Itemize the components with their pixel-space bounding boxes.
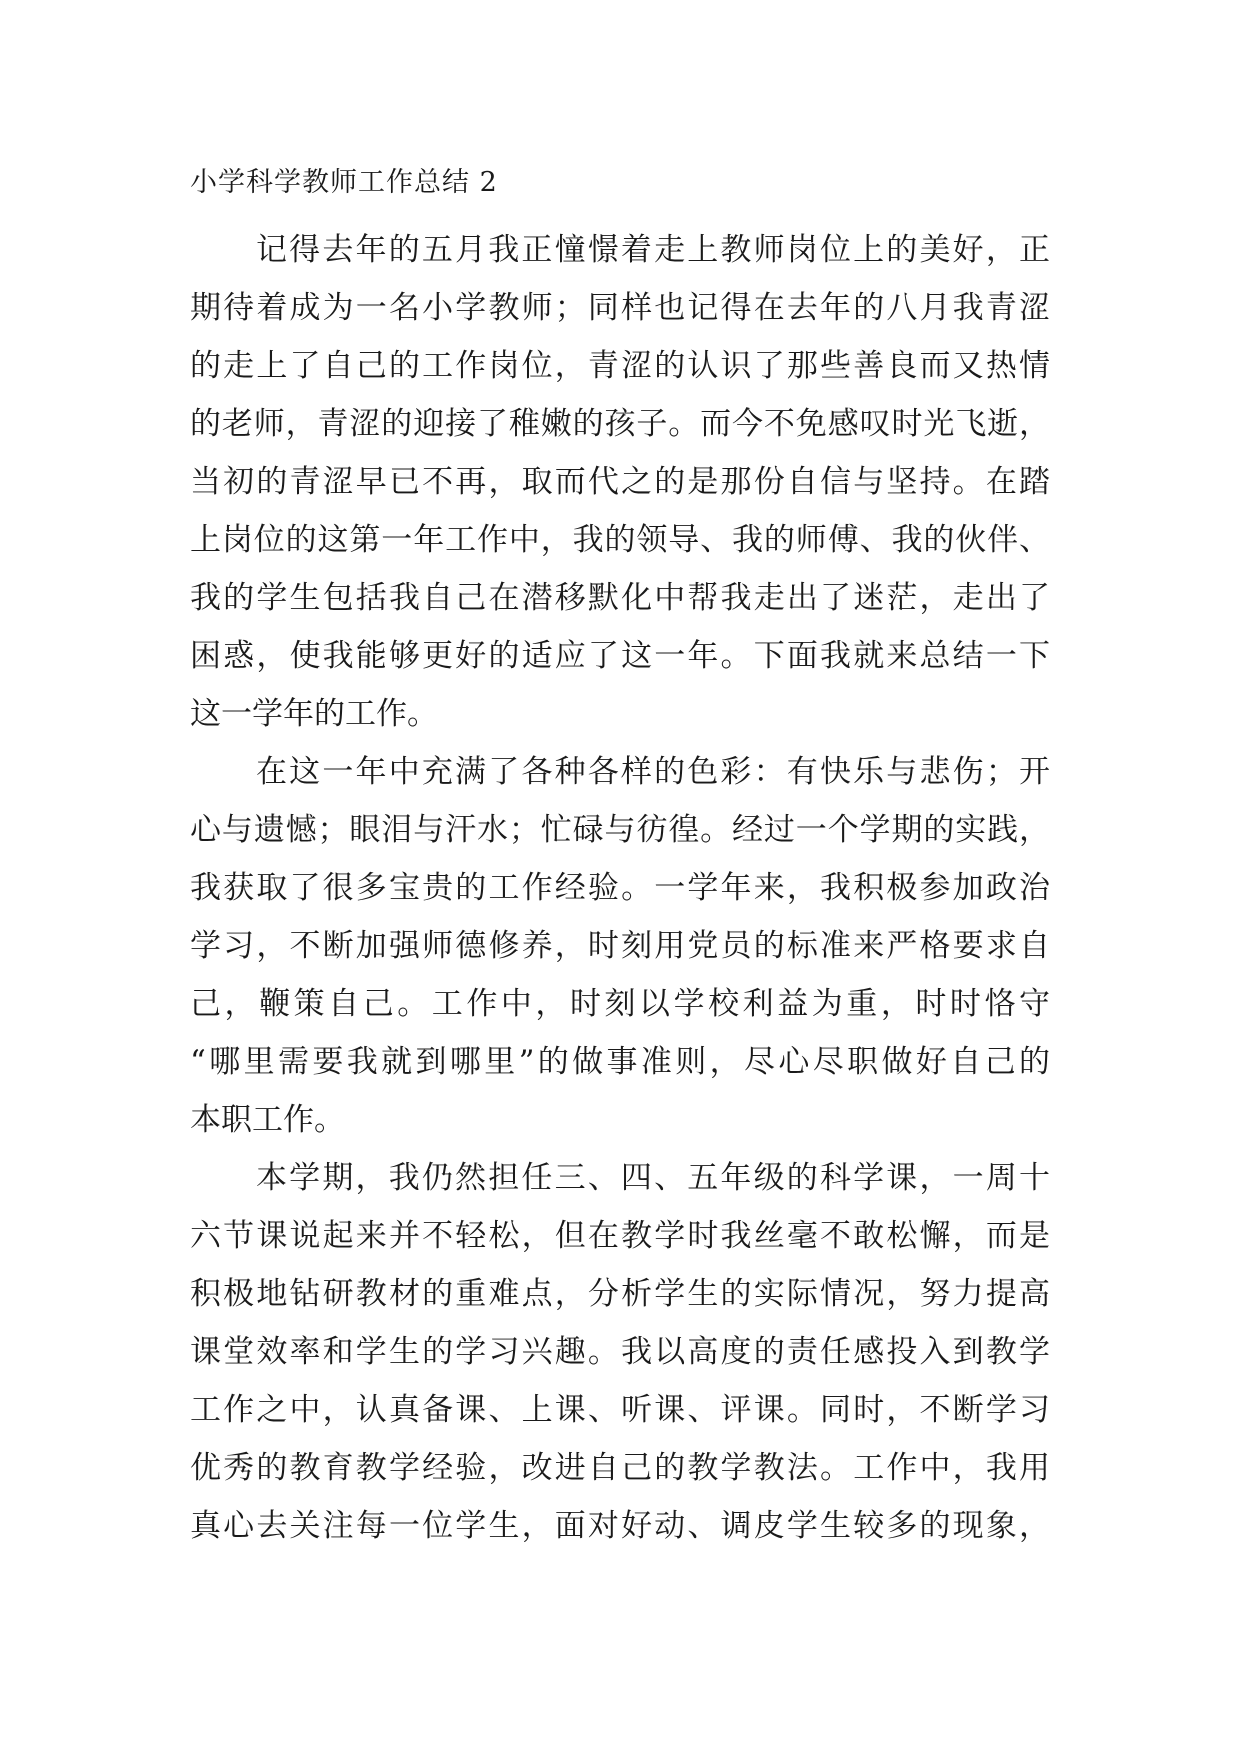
paragraph-line: 在这一年中充满了各种各样的色彩：有快乐与悲伤；开 [256,754,1050,790]
paragraph-3 [190,1149,1050,1555]
paragraph-line: 六节课说起来并不轻松，但在教学时我丝毫不敢松懈，而是 [190,1218,1050,1254]
paragraph-line: 当初的青涩早已不再，取而代之的是那份自信与坚持。在踏 [190,464,1050,500]
paragraph-line: 心与遗憾；眼泪与汗水；忙碌与彷徨。经过一个学期的实践， [190,812,1050,848]
paragraph-line: 积极地钻研教材的重难点，分析学生的实际情况，努力提高 [190,1276,1050,1312]
paragraph-line: 本学期，我仍然担任三、四、五年级的科学课，一周十 [256,1160,1050,1196]
paragraph-line: 优秀的教育教学经验，改进自己的教学教法。工作中，我用 [190,1450,1050,1486]
paragraph-line: 困惑，使我能够更好的适应了这一年。下面我就来总结一下 [190,638,1050,674]
paragraph-line: 我获取了很多宝贵的工作经验。一学年来，我积极参加政治 [190,870,1050,906]
paragraph-1 [190,221,1050,743]
paragraph-line: 这一学年的工作。 [190,696,438,732]
paragraph-line: “哪里需要我就到哪里”的做事准则，尽心尽职做好自己的 [190,1044,1050,1080]
paragraph-line: 上岗位的这第一年工作中，我的领导、我的师傅、我的伙伴、 [190,522,1050,558]
paragraph-line: 真心去关注每一位学生，面对好动、调皮学生较多的现象， [190,1508,1050,1544]
paragraph-line: 的走上了自己的工作岗位，青涩的认识了那些善良而又热情 [190,348,1050,384]
paragraph-line: 学习，不断加强师德修养，时刻用党员的标准来严格要求自 [190,928,1050,964]
paragraph-line: 期待着成为一名小学教师；同样也记得在去年的八月我青涩 [190,290,1050,326]
paragraph-line: 的老师，青涩的迎接了稚嫩的孩子。而今不免感叹时光飞逝， [190,406,1050,442]
paragraph-line: 课堂效率和学生的学习兴趣。我以高度的责任感投入到教学 [190,1334,1050,1370]
paragraph-line: 记得去年的五月我正憧憬着走上教师岗位上的美好，正 [256,232,1050,268]
paragraph-line: 工作之中，认真备课、上课、听课、评课。同时，不断学习 [190,1392,1050,1428]
document-title: 小学科学教师工作总结 2 [190,167,498,198]
paragraph-line: 本职工作。 [190,1102,345,1138]
paragraph-line: 我的学生包括我自己在潜移默化中帮我走出了迷茫，走出了 [190,580,1050,616]
paragraph-2 [190,743,1050,1149]
document-body [190,221,1050,1555]
paragraph-line: 己，鞭策自己。工作中，时刻以学校利益为重，时时恪守 [190,986,1050,1022]
